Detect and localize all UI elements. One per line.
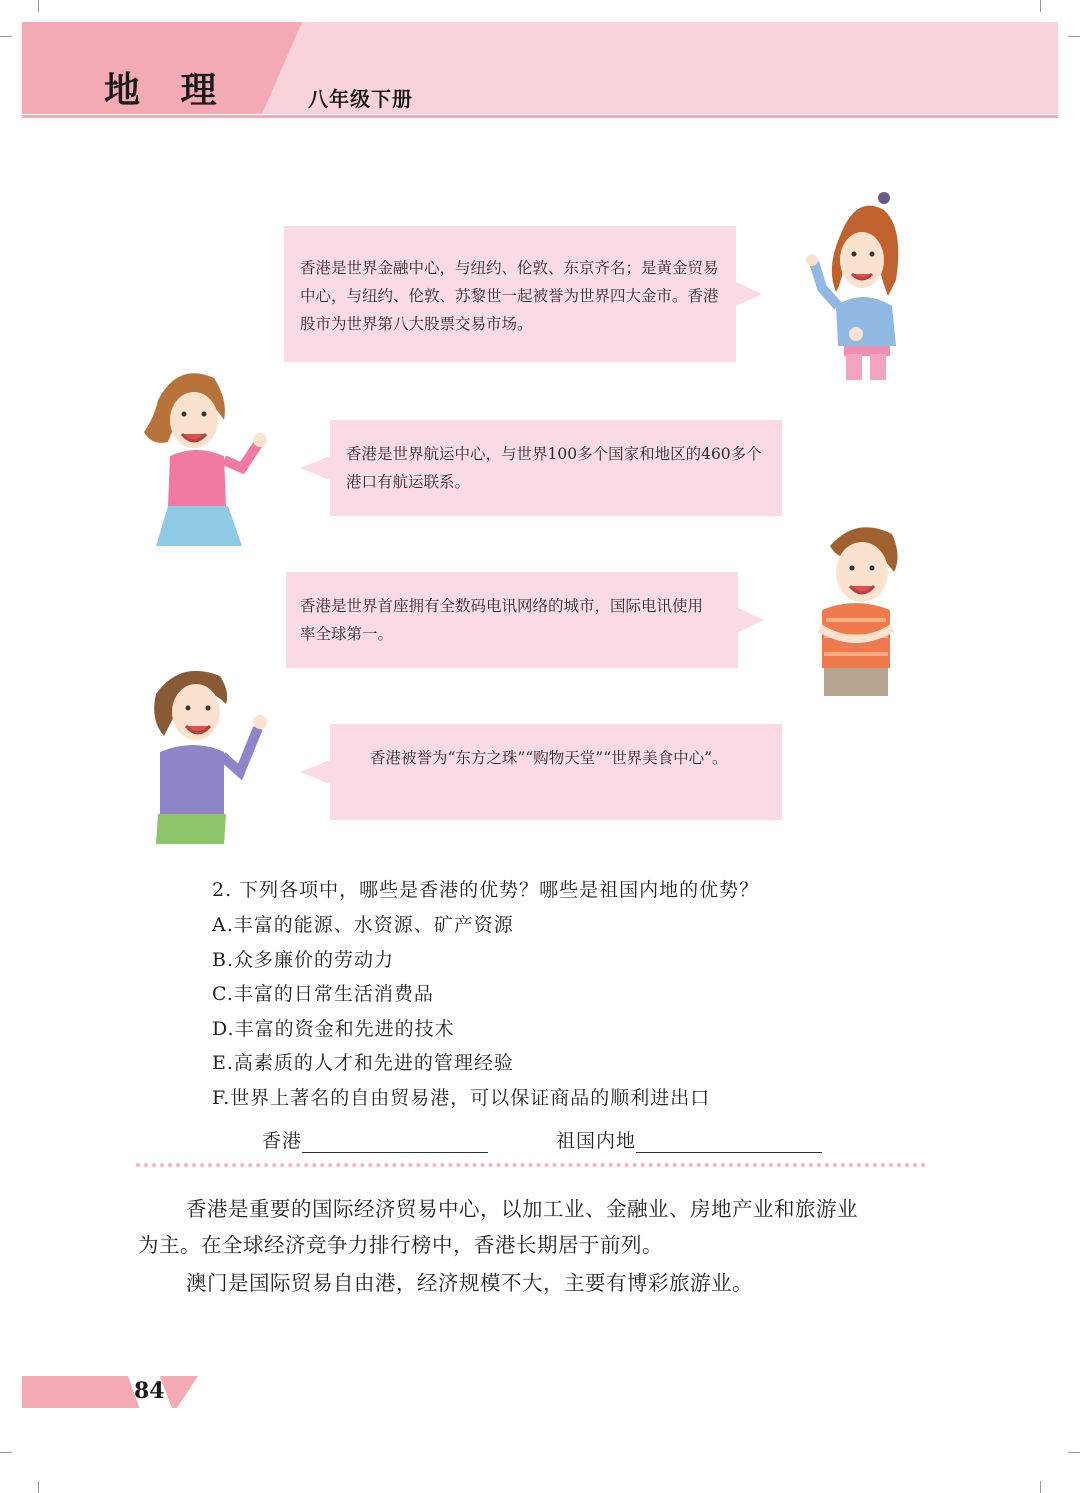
crop-mark xyxy=(1040,0,1041,12)
speech-tail xyxy=(736,282,762,306)
page-number-band xyxy=(22,1376,198,1408)
answer-mainland-blank[interactable] xyxy=(636,1130,822,1153)
question-option: B.众多廉价的劳动力 xyxy=(212,949,395,971)
crop-mark xyxy=(0,1452,12,1453)
body-para-1-line-1: 香港是重要的国际经济贸易中心，以加工业、金融业、房地产业和旅游业 xyxy=(186,1197,858,1221)
answer-mainland xyxy=(556,1126,822,1153)
speech-tail xyxy=(300,760,330,784)
page-number: 84 xyxy=(134,1378,165,1404)
girl-figure-2 xyxy=(138,360,272,550)
grade-title: 八年级下册 xyxy=(308,87,413,111)
dotted-divider xyxy=(136,1163,926,1167)
answer-hk xyxy=(262,1126,488,1153)
boy-figure xyxy=(806,516,906,702)
girl-figure-3 xyxy=(150,664,270,846)
header-rule xyxy=(22,115,1058,118)
crop-mark xyxy=(1040,1481,1041,1493)
speech-text-shipping: 香港是世界航运中心，与世界100多个国家和地区的460多个港口有航运联系。 xyxy=(346,445,762,491)
question-option: D.丰富的资金和先进的技术 xyxy=(212,1018,455,1040)
answer-mainland-label: 祖国内地 xyxy=(556,1130,637,1152)
question-option: E.高素质的人才和先进的管理经验 xyxy=(212,1052,514,1074)
subject-title: 地 理 xyxy=(104,69,231,111)
crop-mark xyxy=(1068,36,1080,37)
question-option: C.丰富的日常生活消费品 xyxy=(212,983,434,1005)
speech-tail xyxy=(300,456,330,480)
body-para-1-line-2: 为主。在全球经济竞争力排行榜中，香港长期居于前列。 xyxy=(138,1233,663,1257)
crop-mark xyxy=(0,36,12,37)
speech-box-pearl xyxy=(330,724,782,820)
question-option: A.丰富的能源、水资源、矿产资源 xyxy=(212,914,514,936)
speech-box-shipping xyxy=(330,420,782,516)
girl-figure-1 xyxy=(796,188,916,384)
answer-hk-label: 香港 xyxy=(262,1130,303,1152)
crop-mark xyxy=(38,1481,39,1493)
body-para-2: 澳门是国际贸易自由港，经济规模不大，主要有博彩旅游业。 xyxy=(186,1271,753,1295)
speech-tail xyxy=(738,608,764,632)
speech-text-pearl: 香港被誉为“东方之珠”“购物天堂”“世界美食中心”。 xyxy=(370,749,728,767)
crop-mark xyxy=(1068,1452,1080,1453)
question-prompt: 2. 下列各项中，哪些是香港的优势？哪些是祖国内地的优势？ xyxy=(212,879,760,901)
answer-hk-blank[interactable] xyxy=(302,1130,488,1153)
speech-text-finance: 香港是世界金融中心，与纽约、伦敦、东京齐名；是黄金贸易中心，与纽约、伦敦、苏黎世一起被誉为世界四大金市。香港股市为世界第八大股票交易市场。 xyxy=(300,259,719,333)
speech-box-telecom xyxy=(286,572,738,668)
question-option: F.世界上著名的自由贸易港，可以保证商品的顺利进出口 xyxy=(212,1087,711,1109)
crop-mark xyxy=(38,0,39,12)
speech-text-telecom: 香港是世界首座拥有全数码电讯网络的城市，国际电讯使用率全球第一。 xyxy=(300,597,704,643)
speech-box-finance xyxy=(284,226,736,362)
